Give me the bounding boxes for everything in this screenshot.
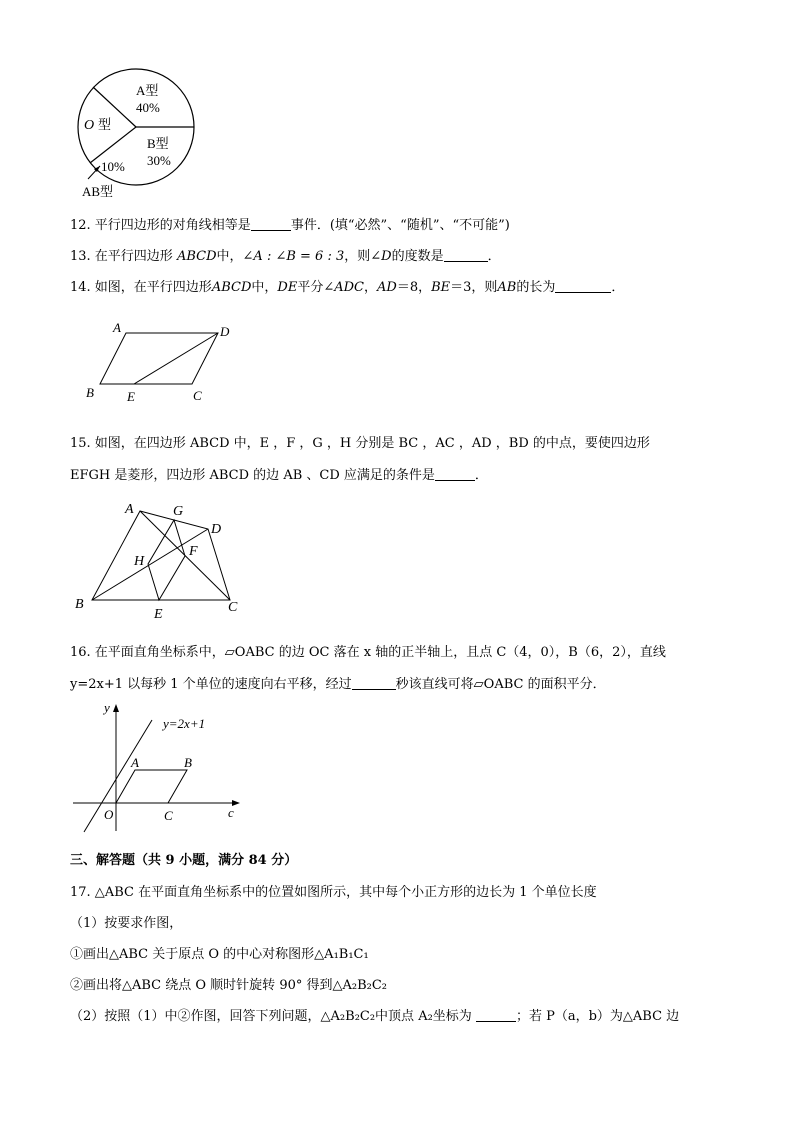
fig16-label-b: B [184, 755, 192, 770]
q16-line2b: 秒该直线可将▱OABC 的面积平分． [395, 677, 606, 692]
q14-adc: ADC [334, 280, 364, 295]
question-14 [70, 276, 624, 295]
q14-text7: 的长为 [516, 280, 556, 295]
pie-label-ab-type: AB型 [82, 184, 114, 199]
question-13 [70, 245, 501, 264]
fig15-diag-bd [92, 529, 208, 600]
fig14-label-d: D [220, 324, 230, 339]
figure-16-coordinate-plane [70, 698, 250, 838]
q14-text3: 平分∠ [297, 280, 335, 295]
fig16-line-y2x1 [84, 720, 152, 832]
q13-ratio: A : ∠B = 6 : 3 [253, 249, 345, 264]
q13-quad-name: ABCD [176, 249, 217, 264]
blood-type-pie-chart [70, 62, 205, 202]
pie-label-o-letter: O [84, 118, 95, 133]
fig16-y-arrow [113, 704, 119, 712]
q12-prefix: 12. 平行四边形的对角线相等是 [70, 218, 251, 233]
question-17-line3: ①画出△ABC 关于原点 O 的中心对称图形△A₁B₁C₁ [70, 947, 369, 962]
q14-text2: 中， [251, 280, 278, 295]
question-15-line1: 15. 如图，在四边形 ABCD 中，E ，F ，G ，H 分别是 BC ，AC ，AD ，BD 的中点，要使四边形 [70, 436, 650, 451]
q14-text5: ＝8， [396, 280, 432, 295]
q16-answer-blank[interactable] [352, 675, 396, 690]
q13-prefix: 13. 在平行四边形 [70, 249, 173, 264]
q14-be: BE [431, 280, 451, 295]
pie-divider-c [90, 127, 136, 163]
pie-label-b-type: B型 [147, 136, 169, 151]
fig15-label-e: E [154, 607, 163, 622]
q17-answer-blank[interactable] [476, 1007, 516, 1022]
fig15-quad-abcd [92, 511, 230, 600]
fig14-label-c: C [193, 388, 202, 403]
fig16-label-o: O [104, 807, 114, 822]
fig15-quad-efgh [148, 520, 185, 600]
q12-suffix: 事件．(填“必然”、“随机”、“不可能”) [290, 218, 510, 233]
q14-ad: AD [377, 280, 397, 295]
fig15-label-c: C [228, 600, 238, 615]
q14-answer-blank[interactable] [555, 278, 611, 293]
fig14-label-a: A [113, 320, 121, 335]
q15-answer-blank[interactable] [435, 466, 475, 481]
pie-label-ab-pct: 10% [101, 159, 125, 174]
fig16-label-a: A [131, 755, 139, 770]
pie-label-b-pct: 30% [147, 153, 171, 168]
q17-line5a: （2）按照（1）中②作图，回答下列问题，△A₂B₂C₂中顶点 A₂坐标为 [70, 1009, 472, 1024]
fig14-label-b: B [86, 385, 94, 400]
question-17-line1: 17. △ABC 在平面直角坐标系中的位置如图所示，其中每个小正方形的边长为 1 个单位长度 [70, 885, 597, 900]
figure-15-quadrilateral [70, 496, 250, 622]
fig14-parallelogram [100, 333, 218, 384]
figure-14-parallelogram [80, 318, 250, 406]
question-12 [70, 214, 510, 233]
fig15-label-f: F [189, 544, 198, 559]
fig14-label-e: E [127, 389, 135, 404]
q13-mid: 中，∠ [216, 249, 254, 264]
q13-then: ，则∠ [344, 249, 382, 264]
question-17-line4: ②画出将△ABC 绕点 O 顺时针旋转 90° 得到△A₂B₂C₂ [70, 978, 388, 993]
q14-end: ． [611, 280, 625, 295]
pie-label-a-pct: 40% [136, 100, 160, 115]
fig16-label-c: C [164, 808, 173, 823]
q14-de: DE [277, 280, 298, 295]
q16-line2a: y=2x+1 以每秒 1 个单位的速度向右平移，经过 [70, 677, 352, 692]
q13-d: D [381, 249, 392, 264]
fig16-label-line: y=2x+1 [163, 716, 206, 731]
q13-end: ． [487, 249, 501, 264]
question-16-line1: 16. 在平面直角坐标系中，▱OABC 的边 OC 落在 x 轴的正半轴上，且点 C（4，0），B（6，2），直线 [70, 645, 666, 660]
fig16-parallelogram-oabc [116, 770, 187, 803]
q14-text6: ＝3，则 [450, 280, 498, 295]
q17-line5b: ；若 P（a，b）为△ABC 边 [515, 1009, 680, 1024]
pie-label-o-type: 型 [98, 117, 112, 132]
q13-answer-blank[interactable] [444, 247, 488, 262]
question-15-line2 [70, 464, 488, 483]
fig16-label-y: y [104, 700, 110, 715]
q14-ab: AB [497, 280, 517, 295]
question-16-line2 [70, 673, 606, 692]
fig16-label-x: c [228, 805, 234, 820]
fig15-label-b: B [75, 597, 84, 612]
fig15-label-a: A [125, 502, 134, 517]
q15-line2a: EFGH 是菱形，四边形 ABCD 的边 AB 、CD 应满足的条件是 [70, 468, 435, 483]
q14-name: ABCD [211, 280, 252, 295]
q15-line2b: ． [474, 468, 488, 483]
q12-answer-blank[interactable] [251, 216, 291, 231]
fig15-label-d: D [211, 522, 222, 537]
q14-text1: 14. 如图，在平行四边形 [70, 280, 212, 295]
q14-text4: ， [363, 280, 377, 295]
fig15-label-g: G [173, 504, 184, 519]
section-3-heading: 三、解答题（共 9 小题，满分 84 分） [70, 853, 298, 868]
pie-label-a-type: A型 [136, 83, 159, 98]
question-17-line2: （1）按要求作图， [70, 916, 183, 931]
fig15-label-h: H [134, 554, 145, 569]
q13-suffix: 的度数是 [391, 249, 444, 264]
question-17-line5 [70, 1005, 679, 1024]
